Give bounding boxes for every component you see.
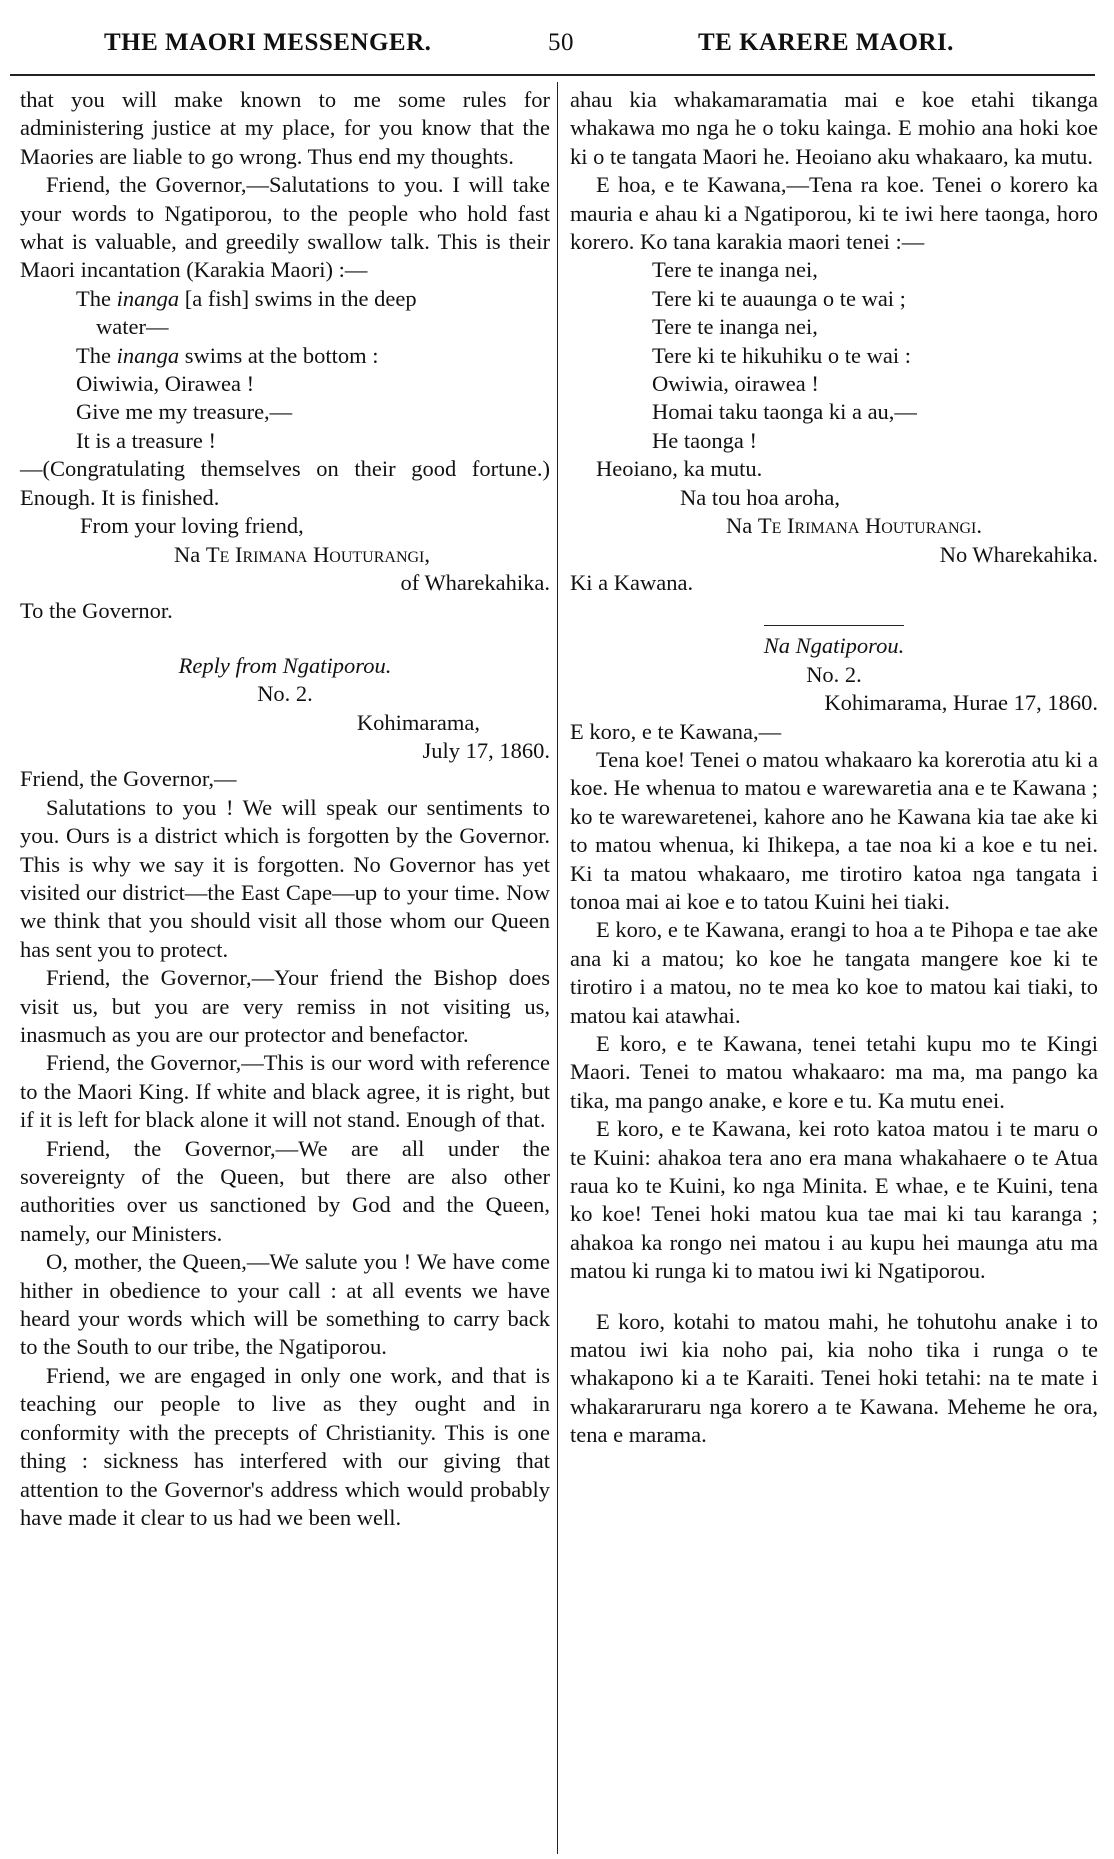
reply-paragraph: Salutations to you ! We will speak our sentiments to you. Ours is a district which is forgotten by the Governor. This is why we say it is forgotten. No Governor has yet visited our district—the East Cape—up to your time. Now we think that you should visit all those whom our Queen has sent you to protect.	[20, 794, 550, 962]
reply-salutation: Friend, the Governor,—	[20, 766, 237, 792]
kawana-paragraph: E hoa, e te Kawana,—Tena ra koe. Tenei o korero ka mauria e ahau ki a Ngatiporou, ki te iwi here taonga, horo korero. Ko tana karakia maori tenei :—	[570, 172, 1098, 255]
reply-paragraph: E koro, e te Kawana, kei roto katoa matou i te maru o te Kuini: ahakoa tera ano era mana whakahaere o te Atua raua ko te Kuini, ko nga Minita. E whae, e te Kuini, tena ko koe! Tenei hoki matou kua tae mai ki tau karanga ; ahakoa ka rongo nei matou i au kupu hei maunga atu ma matou ki runga ki to matou iwi ki Ngatiporou.	[570, 1116, 1098, 1284]
reply-salutation: E koro, e te Kawana,—	[570, 718, 782, 744]
incantation-verse	[20, 285, 550, 455]
column-divider	[557, 82, 558, 1854]
reply-paragraph: E koro, e te Kawana, erangi to hoa a te Pihopa e tae ake ana ki a matou; ko koe he tangata mangere koe ki te tirotiro i a matou, no te mea ko koe to matou kai tiaki, to matou kai atawhai.	[570, 917, 1098, 1028]
masthead-english: THE MAORI MESSENGER.	[104, 29, 432, 56]
section-rule	[764, 625, 904, 626]
reply-paragraph: Friend, the Governor,—We are all under the sovereignty of the Queen, but there are also other authorities over us sanctioned by God and the Queen, namely, our Ministers.	[20, 1135, 550, 1246]
reply-paragraph: O, mother, the Queen,—We salute you ! We have come hither in obedience to your call : at all events we have heard your words which will be something to carry back to the South to our tribe, the Ngatiporou.	[20, 1249, 550, 1360]
addressee: Ki a Kawana.	[570, 569, 694, 595]
letter-intro: ahau kia whakamaramatia mai e koe etahi tikanga whakawa mo nga he o toku kainga. E mohio ana hoki koe ki o te tangata Maori he. Heoiano aku whakaaro, ka mutu.	[570, 87, 1098, 169]
after-verse: Heoiano, ka mutu.	[596, 456, 763, 482]
reply-date: July 17, 1860.	[422, 737, 550, 763]
page-number: 50	[548, 29, 574, 56]
verse-line: Tere te inanga nei,	[652, 314, 818, 340]
governor-paragraph: Friend, the Governor,—Salutations to you. I will take your words to Ngatiporou, to the people who hold fast what is valuable, and greedily swallow talk. This is their Maori incantation (Karakia Maori) :—	[20, 172, 550, 283]
verse-line: Oiwiwia, Oirawea !	[76, 371, 255, 397]
reply-paragraph: Tena koe! Tenei o matou whakaaro ka korerotia atu ki a koe. He whenua to matou e warewaretia ana e te Kawana ; ko te warewaretenei, kahore ano he Kawana kia tae ake ki to matou whenua, ki Ihikepa, a tae noa ki a koe e tu nei. Ki ta matou whakaaro, me tirotiro katoa nga tangata i tonoa mai ai koe e to tatou Kuini hei tiaki.	[570, 746, 1098, 914]
signature-place: No Wharekahika.	[939, 541, 1098, 567]
after-verse: —(Congratulating themselves on their good fortune.) Enough. It is finished.	[20, 456, 550, 510]
verse-line: Give me my treasure,—	[76, 399, 293, 425]
reply-heading: Na Ngatiporou.	[763, 633, 905, 659]
reply-paragraph: E koro, e te Kawana, tenei tetahi kupu mo te Kingi Maori. Tenei to matou whakaaro: ma ma, ma pango ka tika, ma pango anake, e kore e tu. Ka mutu enei.	[570, 1031, 1098, 1113]
closing: Na tou hoa aroha,	[680, 484, 840, 510]
english-column	[20, 86, 550, 1532]
reply-paragraph: Friend, the Governor,—This is our word with reference to the Maori King. If white and black agree, it is right, but if it is left for black alone it will not stand. Enough of that.	[20, 1050, 550, 1133]
verse-line: Tere ki te auaunga o te wai ;	[652, 285, 906, 311]
reply-heading: Reply from Ngatiporou.	[178, 652, 392, 678]
masthead-maori: TE KARERE MAORI.	[698, 29, 954, 56]
header-rule	[10, 74, 1095, 76]
verse-line: water—	[96, 314, 169, 340]
reply-number: No. 2.	[257, 681, 313, 707]
maori-column	[570, 86, 1098, 1450]
letter-intro: that you will make known to me some rules for administering justice at my place, for you know that the Maories are liable to go wrong. Thus end my thoughts.	[20, 87, 550, 169]
signature: Na Te Irimana Houturangi.	[726, 513, 983, 539]
addressee: To the Governor.	[20, 598, 173, 624]
reply-date: Kohimarama, Hurae 17, 1860.	[824, 690, 1098, 716]
verse-line: Tere te inanga nei,	[652, 257, 818, 283]
verse-line: It is a treasure !	[76, 427, 216, 453]
reply-number: No. 2.	[806, 661, 862, 687]
karakia-verse	[570, 256, 1098, 455]
verse-line: The inanga swims at the bottom :	[76, 342, 379, 368]
closing: From your loving friend,	[80, 513, 304, 539]
reply-paragraph: Friend, the Governor,—Your friend the Bishop does visit us, but you are very remiss in not visiting us, inasmuch as you are our protector and benefactor.	[20, 965, 550, 1047]
signature: Na Te Irimana Houturangi,	[174, 541, 431, 567]
verse-line: Tere ki te hikuhiku o te wai :	[652, 342, 911, 368]
spacer	[570, 1286, 1098, 1308]
reply-paragraph: E koro, kotahi to matou mahi, he tohutohu anake i to matou iwi kia noho pai, kia noho tika i runga o te whakapono ki a te Karaiti. Tenei hoki tetahi: na te mate i whakararuraru nga korero a te Kawana. Meheme he ora, tena e marama.	[570, 1308, 1098, 1448]
reply-paragraph: Friend, we are engaged in only one work, and that is teaching our people to live as they ought and in conformity with the precepts of Christianity. This is one thing : sickness has interfered with our giving that attention to the Governor's address which would probably have made it clear to us had we been well.	[20, 1362, 550, 1530]
reply-place: Kohimarama,	[356, 709, 480, 735]
verse-line: Homai taku taonga ki a au,—	[652, 399, 917, 425]
verse-line: The inanga [a fish] swims in the deep	[76, 285, 417, 311]
signature-place: of Wharekahika.	[400, 569, 550, 595]
verse-line: Owiwia, oirawea !	[652, 371, 819, 397]
verse-line: He taonga !	[652, 427, 757, 453]
